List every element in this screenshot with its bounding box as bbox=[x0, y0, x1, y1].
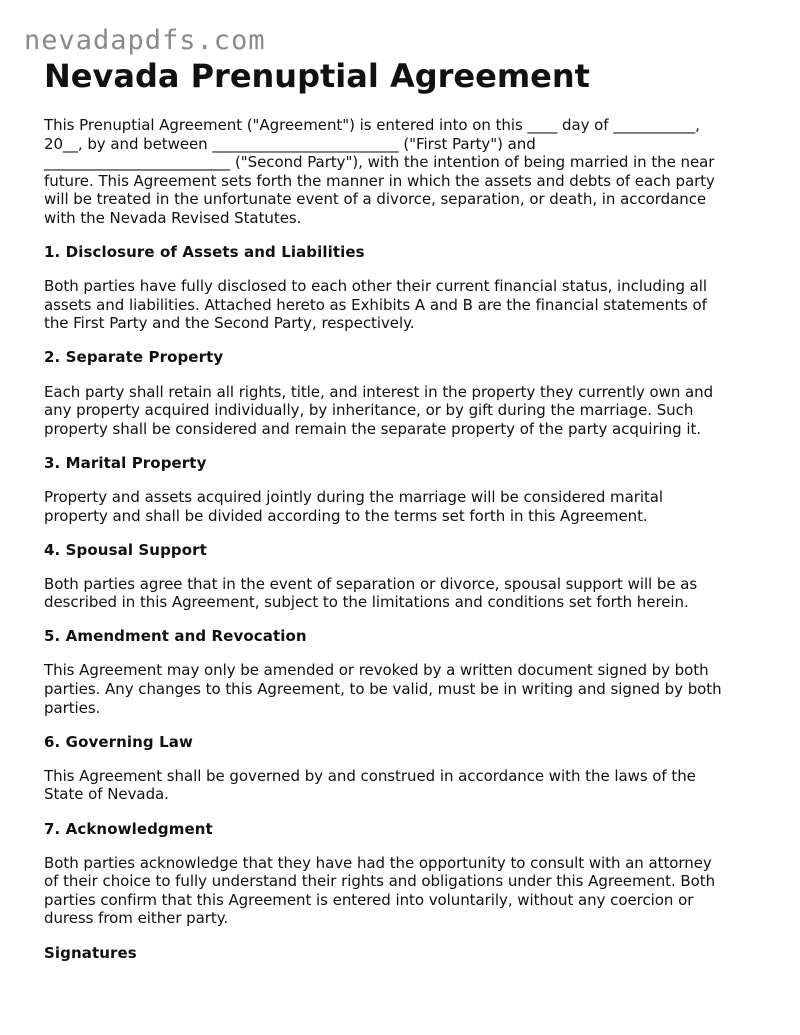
body-line: Each party shall retain all rights, title, and interest in the property they currently own and bbox=[44, 382, 714, 401]
section-body-acknowledgment bbox=[44, 854, 764, 928]
body-line: parties confirm that this Agreement is entered into voluntarily, without any coercion or bbox=[44, 890, 694, 909]
body-line: Both parties acknowledge that they have had the opportunity to consult with an attorney bbox=[44, 853, 712, 872]
section-body-spousal-support bbox=[44, 575, 764, 612]
body-line: This Agreement may only be amended or revoked by a written document signed by both bbox=[44, 661, 709, 680]
signatures-heading: Signatures bbox=[44, 943, 137, 962]
intro-line: future. This Agreement sets forth the manner in which the assets and debts of each party bbox=[44, 171, 715, 190]
body-line: property and shall be divided according to the terms set forth in this Agreement. bbox=[44, 506, 648, 525]
section-heading-acknowledgment: 7. Acknowledgment bbox=[44, 819, 213, 838]
body-line: parties. Any changes to this Agreement, to be valid, must be in writing and signed by both bbox=[44, 680, 722, 699]
section-body-amendment bbox=[44, 661, 764, 717]
body-line: Property and assets acquired jointly during the marriage will be considered marital bbox=[44, 487, 664, 506]
section-heading-amendment: 5. Amendment and Revocation bbox=[44, 627, 307, 646]
body-line: the First Party and the Second Party, respectively. bbox=[44, 314, 415, 333]
section-heading-separate-property: 2. Separate Property bbox=[44, 348, 224, 367]
section-heading-marital-property: 3. Marital Property bbox=[44, 453, 207, 472]
section-body-marital-property bbox=[44, 488, 764, 525]
section-body-disclosure bbox=[44, 277, 764, 333]
intro-line: _________________________ ("Second Party"), with the intention of being married in the near bbox=[44, 153, 715, 172]
section-body-governing-law bbox=[44, 767, 764, 804]
body-line: Both parties agree that in the event of separation or divorce, spousal support will be as bbox=[44, 574, 698, 593]
document-body bbox=[44, 116, 764, 978]
intro-line: with the Nevada Revised Statutes. bbox=[44, 208, 302, 227]
body-line: State of Nevada. bbox=[44, 785, 169, 804]
body-line: assets and liabilities. Attached hereto as Exhibits A and B are the financial statements of bbox=[44, 295, 707, 314]
section-heading-disclosure: 1. Disclosure of Assets and Liabilities bbox=[44, 243, 365, 262]
intro-line: 20__, by and between _________________________ ("First Party") and bbox=[44, 134, 536, 153]
body-line: parties. bbox=[44, 698, 101, 717]
body-line: This Agreement shall be governed by and construed in accordance with the laws of the bbox=[44, 766, 696, 785]
page-title: Nevada Prenuptial Agreement bbox=[44, 57, 590, 95]
section-heading-governing-law: 6. Governing Law bbox=[44, 732, 193, 751]
intro-line: This Prenuptial Agreement ("Agreement") is entered into on this ____ day of ___________, bbox=[44, 116, 700, 134]
intro-line: will be treated in the unfortunate event of a divorce, separation, or death, in accordance bbox=[44, 190, 707, 209]
body-line: of their choice to fully understand their rights and obligations under this Agreement. Both bbox=[44, 872, 716, 891]
body-line: any property acquired individually, by inheritance, or by gift during the marriage. Such bbox=[44, 401, 694, 420]
section-heading-spousal-support: 4. Spousal Support bbox=[44, 540, 207, 559]
intro-paragraph bbox=[44, 116, 764, 228]
body-line: property shall be considered and remain the separate property of the party acquiring it. bbox=[44, 419, 701, 438]
body-line: described in this Agreement, subject to the limitations and conditions set forth herein. bbox=[44, 593, 689, 612]
body-line: duress from either party. bbox=[44, 909, 229, 928]
watermark: nevadapdfs.com bbox=[24, 25, 266, 56]
section-body-separate-property bbox=[44, 383, 764, 439]
body-line: Both parties have fully disclosed to each other their current financial status, including all bbox=[44, 277, 708, 296]
